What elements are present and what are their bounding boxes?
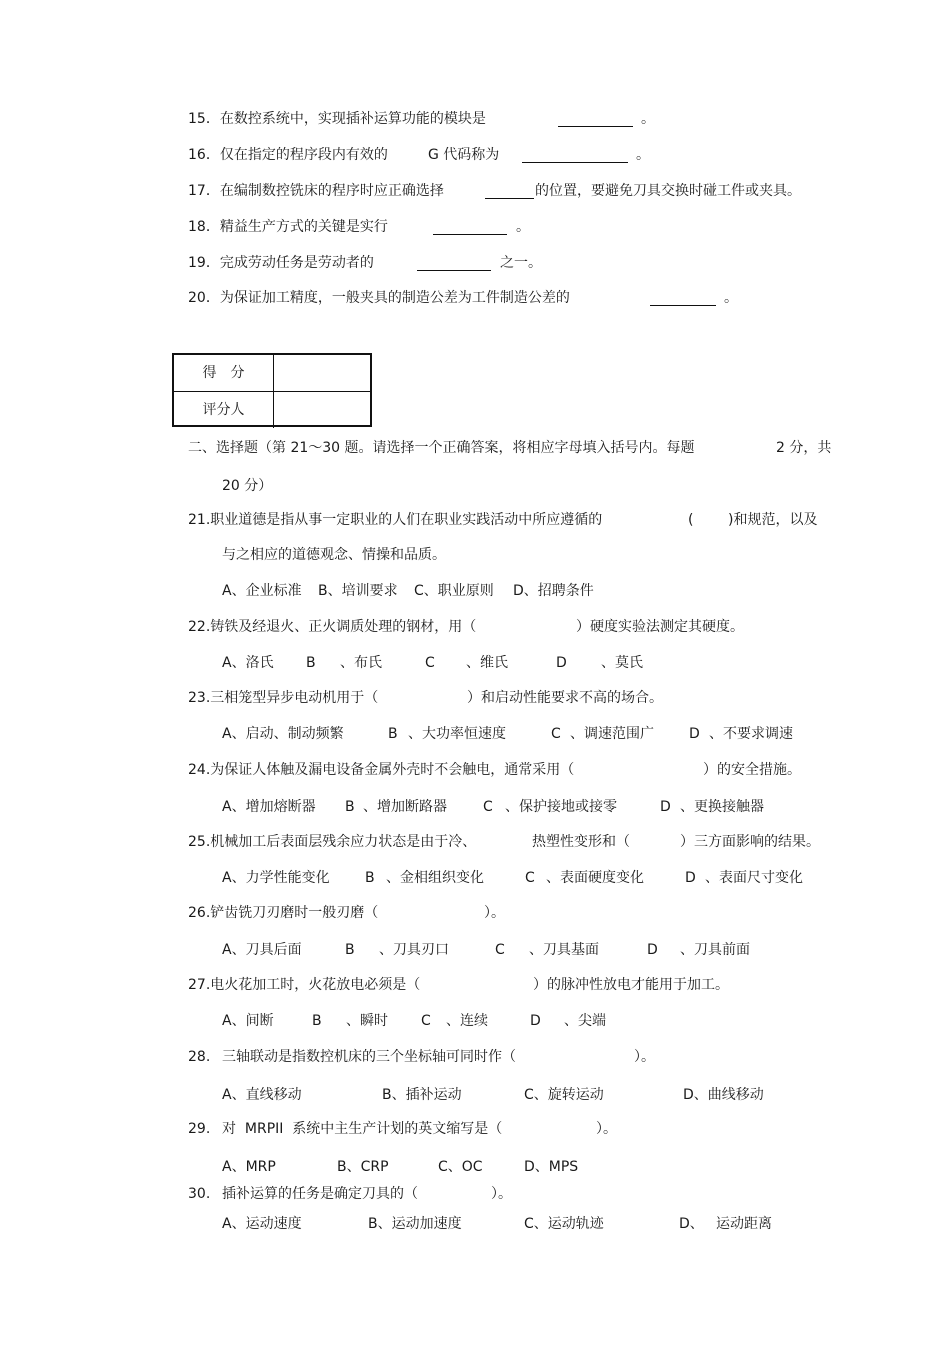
question-stem-continued: 与之相应的道德观念、情操和品质。 (222, 547, 446, 563)
option[interactable]: B、插补运动 (382, 1087, 462, 1103)
section-heading-points: 2 分，共 (776, 440, 832, 456)
question-suffix: 。 (641, 111, 655, 127)
option[interactable]: A、刀具后面 (222, 942, 302, 958)
question-number: 25. (188, 834, 211, 850)
question-stem: 为保证人体触及漏电设备金属外壳时不会触电，通常采用（ (210, 762, 575, 778)
option-letter[interactable]: D (556, 655, 567, 671)
option[interactable]: 、刀具前面 (680, 942, 750, 958)
option[interactable]: D、曲线移动 (683, 1087, 764, 1103)
option-letter[interactable]: C (551, 726, 561, 742)
option[interactable]: A、增加熔断器 (222, 799, 316, 815)
question-number: 16 (188, 147, 206, 163)
option[interactable]: D、MPS (524, 1159, 579, 1175)
option-letter[interactable]: D (660, 799, 671, 815)
question-tail: ）。 (596, 1121, 617, 1137)
question-suffix: 的位置，要避免刀具交换时碰工件或夹具。 (535, 183, 801, 199)
question-27 (188, 976, 420, 994)
question-stem: 机械加工后表面层残余应力状态是由于冷、 (210, 834, 477, 850)
question-20: 20．为保证加工精度，一般夹具的制造公差为工件制造公差的 (188, 290, 570, 306)
option[interactable]: A、企业标准 (222, 583, 302, 599)
option[interactable]: 运动距离 (716, 1216, 772, 1232)
option[interactable]: B、运动加速度 (368, 1216, 462, 1232)
option[interactable]: 、尖端 (564, 1013, 606, 1029)
question-text-middle: 热塑性变形和（ (532, 834, 630, 850)
question-15: 15．在数控系统中，实现插补运算功能的模块是 (188, 111, 486, 127)
answer-blank[interactable] (650, 291, 716, 306)
question-number: 20 (188, 290, 206, 306)
question-tail: ）。 (484, 905, 505, 921)
option-letter[interactable]: D、 (679, 1216, 704, 1232)
option[interactable]: A、力学性能变化 (222, 870, 330, 886)
option-letter[interactable]: B (388, 726, 398, 742)
question-suffix: 之一。 (500, 255, 542, 271)
option[interactable]: 、调速范围广 (570, 726, 654, 742)
question-suffix: 。 (636, 147, 650, 163)
question-tail: ）三方面影响的结果。 (680, 834, 820, 850)
option[interactable]: B、培训要求 (318, 583, 398, 599)
question-tail: ）的脉冲性放电才能用于加工。 (533, 977, 729, 993)
question-tail: ）。 (491, 1186, 512, 1202)
question-number: 27. (188, 977, 211, 993)
question-stem: 对 MRPII 系统中主生产计划的英文缩写是（ (222, 1121, 503, 1137)
option[interactable]: 、维氏 (466, 655, 508, 671)
option-letter[interactable]: B (365, 870, 375, 886)
section-heading: 二、选择题（第 21～30 题。请选择一个正确答案，将相应字母填入括号内。每题 (188, 440, 695, 456)
option-letter[interactable]: D (685, 870, 696, 886)
answer-blank[interactable] (485, 184, 534, 199)
question-25 (188, 833, 476, 851)
option-letter[interactable]: B (306, 655, 316, 671)
answer-blank[interactable] (558, 112, 633, 127)
option-letter[interactable]: D (647, 942, 658, 958)
question-stem: 三相笼型异步电动机用于（ (210, 690, 379, 706)
question-tail-text: 和规范，以及 (733, 512, 818, 528)
answer-paren-close: ) (728, 512, 734, 528)
question-tail: ）和启动性能要求不高的场合。 (467, 690, 663, 706)
option-letter[interactable]: D (530, 1013, 541, 1029)
question-stem: 三轴联动是指数控机床的三个坐标轴可同时作（ (222, 1049, 516, 1065)
question-19: 19．完成劳动任务是劳动者的 (188, 255, 374, 271)
option-letter[interactable]: B (345, 799, 355, 815)
option[interactable]: C、旋转运动 (524, 1087, 604, 1103)
question-stem: 铸铁及经退火、正火调质处理的钢材，用（ (210, 619, 477, 635)
option[interactable]: B、CRP (337, 1159, 389, 1175)
question-text: 在数控系统中，实现插补运算功能的模块是 (219, 111, 486, 127)
option[interactable]: C、职业原则 (414, 583, 494, 599)
question-number: 17 (188, 183, 206, 199)
question-24 (188, 761, 574, 779)
option-letter[interactable]: C (425, 655, 435, 671)
option-letter[interactable]: C (525, 870, 535, 886)
question-number: 30. (188, 1186, 211, 1202)
question-22 (188, 618, 476, 636)
option[interactable]: D、招聘条件 (513, 583, 594, 599)
question-text: 精益生产方式的关键是实行 (219, 219, 388, 235)
question-30 (188, 1185, 210, 1203)
question-tail: ）硬度实验法测定其硬度。 (576, 619, 744, 635)
score-label: 得 分 (174, 355, 274, 391)
answer-blank[interactable] (417, 256, 491, 271)
grader-row (174, 392, 370, 428)
option[interactable]: A、MRP (222, 1159, 276, 1175)
option[interactable]: 、莫氏 (601, 655, 643, 671)
question-23 (188, 689, 378, 707)
question-number: 29. (188, 1121, 211, 1137)
question-stem: 电火花加工时，火花放电必须是（ (210, 977, 421, 993)
question-text: 仅在指定的程序段内有效的 (219, 147, 388, 163)
question-text: 完成劳动任务是劳动者的 (219, 255, 374, 271)
option-letter[interactable]: B (345, 942, 355, 958)
option[interactable]: 、保护接地或接零 (505, 799, 617, 815)
question-number: 26. (188, 905, 211, 921)
question-number: 15 (188, 111, 206, 127)
question-stem: 职业道德是指从事一定职业的人们在职业实践活动中所应遵循的 (210, 512, 603, 528)
option[interactable]: A、洛氏 (222, 655, 274, 671)
question-29 (188, 1120, 210, 1138)
option[interactable]: 、表面尺寸变化 (705, 870, 803, 886)
question-stem: 铲齿铣刀刃磨时一般刃磨（ (210, 905, 379, 921)
question-number: 19 (188, 255, 206, 271)
option[interactable]: 、金相组织变化 (386, 870, 484, 886)
option[interactable]: 、刀具刃口 (379, 942, 449, 958)
option[interactable]: 、连续 (446, 1013, 488, 1029)
option[interactable]: A、运动速度 (222, 1216, 302, 1232)
option[interactable]: A、直线移动 (222, 1087, 302, 1103)
option[interactable]: 、表面硬度变化 (546, 870, 644, 886)
question-suffix: 。 (516, 219, 530, 235)
option-letter[interactable]: C (495, 942, 505, 958)
option[interactable]: 、刀具基面 (529, 942, 599, 958)
question-18: 18．精益生产方式的关键是实行 (188, 219, 388, 235)
question-tail: ）。 (634, 1049, 655, 1065)
option-letter[interactable]: C (483, 799, 493, 815)
question-tail (728, 511, 817, 529)
question-number: 18 (188, 219, 206, 235)
grader-label: 评分人 (174, 392, 274, 428)
question-21 (188, 511, 602, 529)
question-number: 24. (188, 762, 211, 778)
question-28 (188, 1048, 210, 1066)
question-16: 16．仅在指定的程序段内有效的 (188, 147, 388, 163)
option[interactable]: 、更换接触器 (680, 799, 764, 815)
option-letter[interactable]: C (421, 1013, 431, 1029)
score-table (172, 353, 372, 427)
question-stem: 插补运算的任务是确定刀具的（ (222, 1186, 418, 1202)
option[interactable]: 、大功率恒速度 (408, 726, 506, 742)
option[interactable]: 、不要求调速 (709, 726, 793, 742)
option-letter[interactable]: B (312, 1013, 322, 1029)
question-tail: ）的安全措施。 (703, 762, 801, 778)
option[interactable]: A、间断 (222, 1013, 274, 1029)
option-letter[interactable]: D (689, 726, 700, 742)
question-17: 17．在编制数控铣床的程序时应正确选择 (188, 183, 444, 199)
option[interactable]: 、增加断路器 (363, 799, 447, 815)
question-number: 21. (188, 512, 211, 528)
question-text: 为保证加工精度，一般夹具的制造公差为工件制造公差的 (219, 290, 570, 306)
question-text-middle: G 代码称为 (428, 147, 500, 163)
answer-blank[interactable] (522, 148, 628, 163)
answer-paren-open: ( (688, 512, 694, 528)
option[interactable]: 、布氏 (340, 655, 382, 671)
option[interactable]: A、启动、制动频繁 (222, 726, 344, 742)
answer-blank[interactable] (433, 220, 507, 235)
section-heading-total: 20 分） (222, 478, 273, 494)
question-number: 28. (188, 1049, 211, 1065)
question-suffix: 。 (724, 290, 738, 306)
question-text: 在编制数控铣床的程序时应正确选择 (219, 183, 444, 199)
option[interactable]: C、OC (438, 1159, 483, 1175)
score-row (174, 355, 370, 392)
question-number: 22. (188, 619, 211, 635)
question-number: 23. (188, 690, 211, 706)
option[interactable]: C、运动轨迹 (524, 1216, 604, 1232)
option[interactable]: 、瞬时 (346, 1013, 388, 1029)
question-26 (188, 904, 378, 922)
